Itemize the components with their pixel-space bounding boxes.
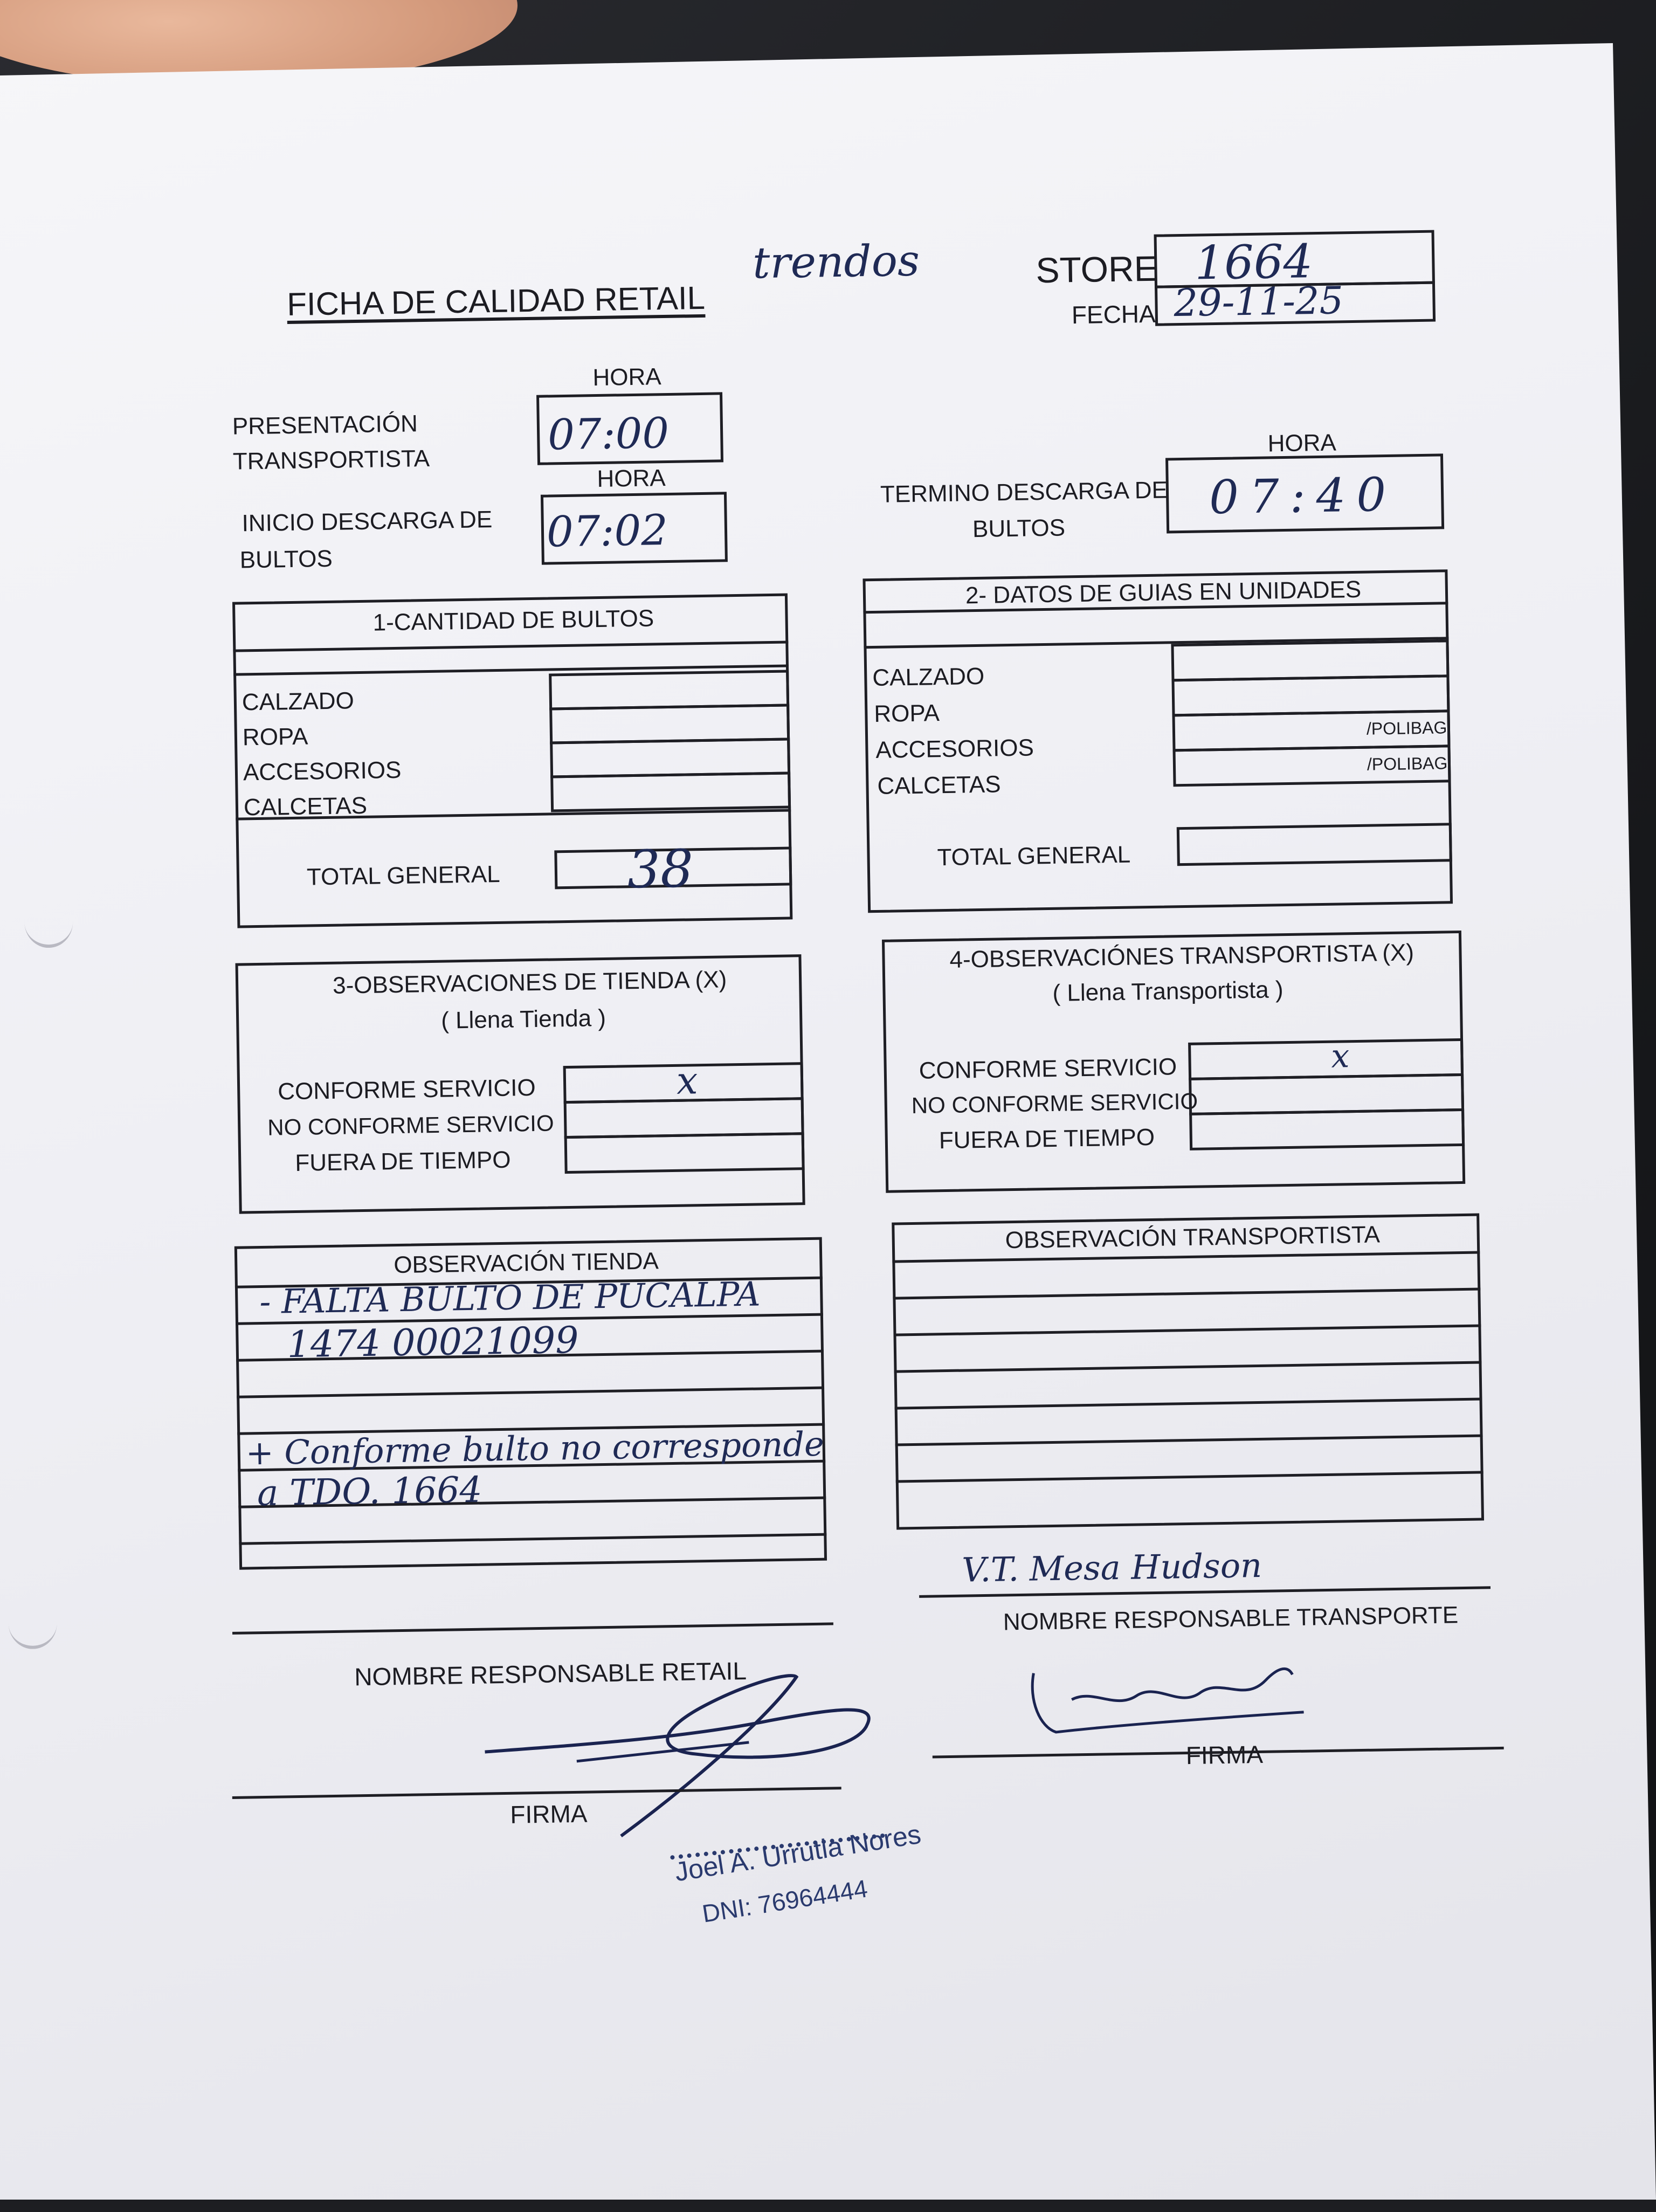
section2-total-field	[1177, 823, 1452, 866]
section1-title: 1-CANTIDAD DE BULTOS	[372, 605, 654, 636]
punch-hole-top	[24, 895, 73, 948]
firma-left-label: FIRMA	[509, 1799, 588, 1829]
nombre-responsable-retail: NOMBRE RESPONSABLE RETAIL	[354, 1656, 747, 1691]
section1-row-calcetas: CALCETAS	[243, 792, 368, 821]
hora-label-3: HORA	[1267, 429, 1337, 457]
hora-label-2: HORA	[597, 465, 666, 493]
section3-subtitle: ( Llena Tienda )	[440, 1004, 606, 1034]
obs-tienda-line-1: - FALTA BULTO DE PUCALPA	[259, 1274, 761, 1322]
section3-title: 3-OBSERVACIONES DE TIENDA (X)	[332, 966, 727, 999]
inicio-hora-value: 07:02	[546, 506, 668, 557]
section1-total-value: 38	[627, 838, 694, 900]
store-value: 1664	[1194, 235, 1313, 291]
section4-row-fuera-tiempo: FUERA DE TIEMPO	[939, 1124, 1155, 1154]
signature-line-retail-name	[232, 1622, 833, 1635]
obs-tienda-line-4: a TDO. 1664	[257, 1469, 482, 1514]
section3-row-conforme: CONFORME SERVICIO	[277, 1074, 536, 1105]
fecha-label: FECHA	[1071, 299, 1156, 329]
form-title: FICHA DE CALIDAD RETAIL	[286, 279, 706, 323]
section2-polibag-2: /POLIBAG	[1367, 753, 1448, 774]
presentacion-label: PRESENTACIÓN	[232, 410, 418, 440]
punch-hole-bottom	[8, 1597, 57, 1649]
section4-row-conforme: CONFORME SERVICIO	[919, 1053, 1177, 1084]
section1-cell-calcetas	[550, 771, 791, 812]
section2-total-label: TOTAL GENERAL	[937, 841, 1131, 871]
section1-row-accesorios: ACCESORIOS	[243, 756, 402, 786]
section3-cell-fuera-tiempo	[564, 1132, 805, 1174]
obs-tienda-line-3: + Conforme bulto no corresponde	[245, 1424, 825, 1473]
fecha-value: 29-11-25	[1173, 278, 1344, 326]
section2-row-calzado: CALZADO	[872, 663, 985, 692]
stamp-dni: DNI: 76964444	[700, 1874, 870, 1928]
section2-title: 2- DATOS DE GUIAS EN UNIDADES	[965, 576, 1362, 609]
section1-total-label: TOTAL GENERAL	[306, 860, 500, 891]
transport-signature	[1023, 1647, 1326, 1749]
section3-row-no-conforme: NO CONFORME SERVICIO	[267, 1110, 554, 1140]
section2-polibag-1: /POLIBAG	[1366, 718, 1447, 739]
section1-row-ropa: ROPA	[242, 723, 308, 751]
termino-label: TERMINO DESCARGA DE	[880, 477, 1168, 508]
nombre-responsable-transporte: NOMBRE RESPONSABLE TRANSPORTE	[1003, 1602, 1459, 1636]
obs-transportista-title: OBSERVACIÓN TRANSPORTISTA	[1005, 1221, 1381, 1254]
section2-row-accesorios: ACCESORIOS	[875, 734, 1034, 763]
termino-hora-value: 07:40	[1209, 467, 1397, 525]
stamp-name: Joel A. Urrutia Nores	[672, 1818, 923, 1887]
section2-row-ropa: ROPA	[874, 700, 940, 728]
presentacion-hora-value: 07:00	[547, 409, 670, 460]
inicio-label: INICIO DESCARGA DE	[242, 506, 493, 537]
section3-mark: x	[676, 1058, 699, 1103]
section3-row-fuera-tiempo: FUERA DE TIEMPO	[294, 1146, 511, 1176]
section4-mark: x	[1330, 1037, 1350, 1076]
inicio-label-2: BULTOS	[239, 545, 333, 574]
section4-title: 4-OBSERVACIÓNES TRANSPORTISTA (X)	[949, 939, 1414, 973]
termino-label-2: BULTOS	[972, 514, 1066, 543]
obs-tienda-title: OBSERVACIÓN TIENDA	[393, 1248, 659, 1279]
store-label: STORE	[1035, 248, 1158, 291]
section4-cell-fuera-tiempo	[1189, 1108, 1465, 1150]
section2-row-calcetas: CALCETAS	[877, 771, 1001, 800]
section4-row-no-conforme: NO CONFORME SERVICIO	[911, 1088, 1198, 1119]
section4-subtitle: ( Llena Transportista )	[1052, 976, 1284, 1007]
presentacion-label-2: TRANSPORTISTA	[232, 445, 430, 475]
transport-responsible-name: V.T. Mesa Hudson	[961, 1545, 1262, 1590]
obs-tienda-line-2: 1474 00021099	[287, 1319, 579, 1367]
section1-row-calzado: CALZADO	[242, 687, 355, 716]
handwritten-annotation: trendos	[752, 235, 920, 288]
firma-right-label: FIRMA	[1185, 1740, 1264, 1770]
hora-label-1: HORA	[592, 363, 662, 391]
